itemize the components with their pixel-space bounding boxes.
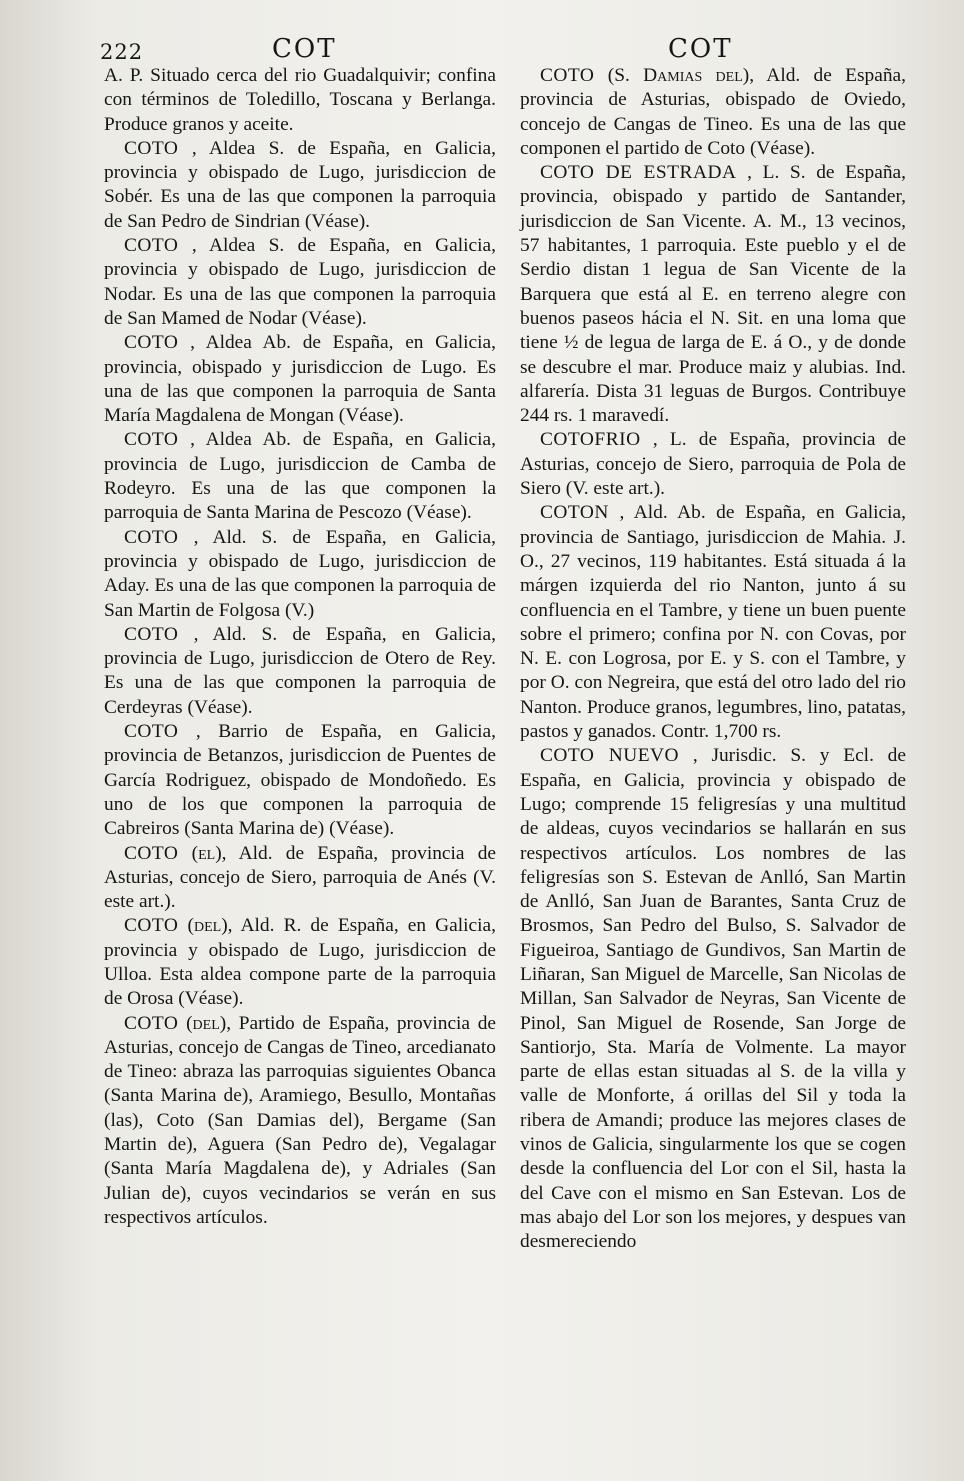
right-column	[520, 64, 906, 1255]
page-number: 222	[100, 40, 144, 64]
entry-headword: COTON	[540, 502, 609, 524]
left-running-head: COT	[272, 34, 337, 64]
entry-text: , Partido de España, provincia de Asturias, concejo de Cangas de Tineo, arcedianato de Tineo: abraza las parroquias siguientes Obanca (Santa Marina de), Aramiego, Besullo, Montañas (las), Coto (San Damias del), Bergame (San Martin de), Aguera (San Pedro de), Vegalagar (Santa María Magdalena de), y Adriales (San Julian de), cuyos vecindarios se verán en sus respectivos artículos.	[104, 1012, 496, 1228]
entry-text: , Ald. de España, provincia de Asturias, concejo de Siero, parroquia de Anés (V. este art.).	[104, 842, 496, 913]
entry-headword: COTO	[124, 915, 179, 937]
dictionary-entry	[104, 914, 496, 1011]
entry-headword: COTO	[124, 1012, 179, 1034]
entry-text: , Ald. S. de España, en Galicia, provincia de Lugo, jurisdiccion de Otero de Rey. Es una de las que componen la parroquia de Cerdeyras (Véase).	[104, 623, 496, 718]
right-running-head: COT	[668, 34, 733, 64]
entry-text: , Jurisdic. S. y Ecl. de España, en Galicia, provincia y obispado de Lugo; comprende 15 feligresías y una multitud de aldeas, cuyos vecindarios se hallarán en sus respectivos artículos. Los nombres de las feligresías son S. Estevan de Anlló, San Martin de Anlló, San Juan de Barantes, Santa Cruz de Brosmos, San Pedro del Bulso, S. Salvador de Figueiroa, Santiago de Gundivos, San Martin de Liñaran, San Miguel de Marcelle, San Nicolas de Millan, San Salvador de Neyras, San Vicente de Pinol, San Miguel de Rosende, San Jorge de Santiorjo, Sta. María de Volmente. La mayor parte de ellas estan situadas al S. de la villa y valle de Monforte, á orillas del Sil y toda la ribera de Amandi; produce las mejores clases de vinos de Galicia, singularmente los que se cogen desde la confluencia del Lor con el Sil, hasta la del Cave con el mismo en San Estevan. Los de mas abajo del Lor son los mejores, y despues van desmereciendo	[520, 745, 906, 1253]
dictionary-entry	[520, 501, 906, 744]
dictionary-entry	[104, 1012, 496, 1231]
dictionary-entry	[104, 720, 496, 841]
entry-text: , Ald. de España, provincia de Asturias, obispado de Oviedo, concejo de Cangas de Tineo. Es una de las que componen el partido de Coto (Véase).	[520, 65, 906, 159]
entry-headword: COTOFRIO	[540, 429, 641, 451]
dictionary-entry	[520, 744, 906, 1254]
entry-text: , L. de España, provincia de Asturias, concejo de Siero, parroquia de Pola de Siero (V. este art.).	[520, 429, 906, 500]
entry-headword: COTO	[540, 65, 595, 86]
entry-headword: COTO	[124, 429, 179, 451]
entry-text: A. P. Situado cerca del rio Guadalquivir; confina con términos de Toledillo, Toscana y Berlanga. Produce granos y aceite.	[104, 65, 496, 135]
entry-text: , Aldea S. de España, en Galicia, provincia y obispado de Lugo, jurisdiccion de Nodar. Es una de las que componen la parroquia de San Mamed de Nodar (Véase).	[104, 235, 496, 329]
entry-text: , Aldea S. de España, en Galicia, provincia y obispado de Lugo, jurisdiccion de Sobér. Es una de las que componen la parroquia de San Pedro de Sindrian (Véase).	[104, 137, 496, 232]
left-column	[104, 64, 496, 1230]
entry-text: , L. S. de España, provincia, obispado y partido de Santander, jurisdiccion de San Vicente. A. M., 13 vecinos, 57 habitantes, 1 parroquia. Este pueblo y el de Serdio distan 1 legua de San Vicente de la Barquera que está al E. en terreno alegre con buenos paseos hácia el N. Sit. en una loma que tiene ½ de legua de larga de E. á O., y de donde se descubre el mar. Produce maiz y alubias. Ind. alfarería. Dista 31 leguas de Burgos. Contribuye 244 rs. 1 maravedí.	[520, 162, 906, 427]
dictionary-entry	[104, 234, 496, 331]
entry-text: , Ald. R. de España, en Galicia, provincia y obispado de Lugo, jurisdiccion de Ulloa. Esta aldea compone parte de la parroquia de Orosa (Véase).	[104, 915, 496, 1010]
entry-headword: COTO	[124, 623, 179, 645]
entry-text: , Aldea Ab. de España, en Galicia, provincia, obispado y jurisdiccion de Lugo. Es una de las que componen la parroquia de Santa María Magdalena de Mongan (Véase).	[104, 332, 496, 427]
dictionary-entry	[520, 161, 906, 428]
entry-headword: COTO	[124, 721, 179, 743]
dictionary-entry	[104, 623, 496, 720]
dictionary-entry	[520, 64, 906, 161]
entry-headword: COTO	[124, 842, 179, 864]
entry-qualifier: (S. Damias del)	[607, 65, 750, 86]
entry-qualifier: (el)	[191, 842, 222, 864]
entry-headword: COTO	[124, 526, 179, 548]
entry-headword: COTO	[124, 137, 179, 159]
dictionary-entry	[104, 842, 496, 915]
entry-qualifier: (del)	[186, 1012, 227, 1034]
dictionary-entry	[520, 428, 906, 501]
entry-headword: COTO	[124, 332, 179, 354]
dictionary-entry	[104, 64, 496, 137]
dictionary-entry	[104, 428, 496, 525]
entry-headword: COTO	[124, 235, 179, 257]
entry-text: , Barrio de España, en Galicia, provincia de Betanzos, jurisdiccion de Puentes de García Rodriguez, obispado de Mondoñedo. Es uno de los que componen la parroquia de Cabreiros (Santa Marina de) (Véase).	[104, 721, 496, 840]
entry-text: , Ald. Ab. de España, en Galicia, provincia de Santiago, jurisdiccion de Mahia. J. O., 27 vecinos, 119 habitantes. Está situada á la márgen izquierda del rio Nanton, junto á su confluencia en el Tambre, y tiene un buen puente sobre el primero; confina por N. con Covas, por N. E. con Logrosa, por E. y S. con el Tambre, y por O. con Negreira, que está del otro lado del rio Nanton. Produce granos, legumbres, lino, patatas, pastos y ganados. Contr. 1,700 rs.	[520, 502, 906, 743]
page-header	[0, 30, 964, 66]
entry-qualifier: (del)	[187, 915, 228, 937]
entry-text: , Ald. S. de España, en Galicia, provincia y obispado de Lugo, jurisdiccion de Aday. Es una de las que componen la parroquia de San Martin de Folgosa (V.)	[104, 526, 496, 621]
entry-text: , Aldea Ab. de España, en Galicia, provincia de Lugo, jurisdiccion de Camba de Rodeyro. Es una de las que componen la parroquia de Santa Marina de Pescozo (Véase).	[104, 429, 496, 524]
dictionary-entry	[104, 137, 496, 234]
dictionary-entry	[104, 526, 496, 623]
dictionary-entry	[104, 331, 496, 428]
entry-headword: COTO NUEVO	[540, 745, 680, 767]
entry-headword: COTO DE ESTRADA	[540, 162, 737, 184]
